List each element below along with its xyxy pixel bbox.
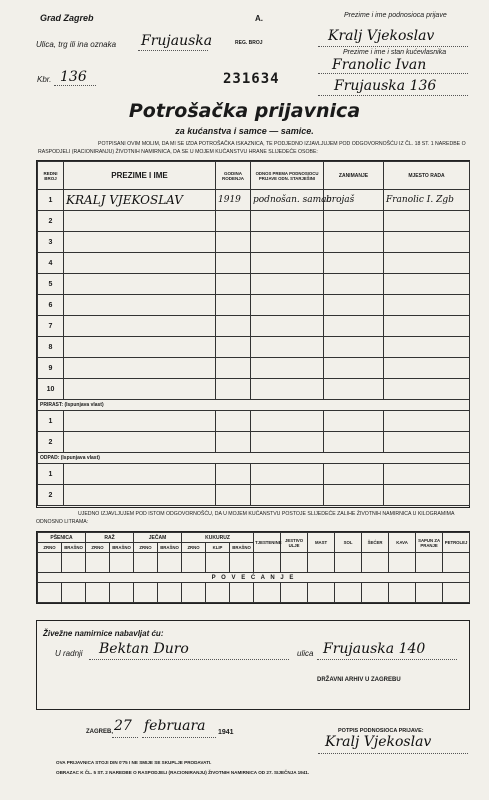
footer-day: 27 (114, 718, 132, 734)
supply-group: PŠENICA (38, 533, 86, 543)
sign-label: POTPIS PODNOSIOCA PRIJAVE: (338, 728, 424, 734)
supply-sub-label: ZRNO (134, 543, 158, 553)
supply-item: MAST (308, 533, 335, 553)
cell-no: 2 (38, 485, 64, 506)
supply-cell (389, 583, 416, 603)
cell-name (64, 274, 216, 295)
shop-value: Bektan Duro (99, 641, 189, 657)
form-subtitle: za kućanstva i samce — samice. (175, 126, 314, 136)
header-no: REDNI BROJ (38, 162, 64, 190)
cell-occupation (324, 379, 384, 400)
cell-work (384, 274, 470, 295)
table-row (38, 274, 470, 295)
cell-occupation (324, 337, 384, 358)
table-row (38, 295, 470, 316)
street-value: Frujauska (141, 33, 213, 49)
form-title: Potrošačka prijavnica (128, 100, 361, 122)
cell-empty (324, 485, 384, 506)
odpad-label: ODPAD: (Ispunjava vlast) (38, 453, 470, 464)
supply-cell (443, 553, 470, 573)
supply-cell (335, 583, 362, 603)
supply-cell (206, 553, 230, 573)
supply-cell (62, 553, 86, 573)
city-label: Grad Zagreb (40, 13, 94, 23)
supply-group: RAŽ (86, 533, 134, 543)
supply-cell (254, 583, 281, 603)
owner-address: Frujauska 136 (334, 78, 437, 94)
owner-value: Franolic Ivan (332, 57, 427, 73)
cell-no: 10 (38, 379, 64, 400)
supply-sub-label: BRAŠNO (230, 543, 254, 553)
supply-item: PETROLEJ (443, 533, 470, 553)
cell-empty (216, 432, 251, 453)
increase-label: P O V E Ć A N J E (38, 573, 470, 583)
a-label: A. (255, 14, 263, 23)
cell-no: 2 (38, 211, 64, 232)
cell-no: 1 (38, 464, 64, 485)
purchase-box (36, 620, 470, 710)
supply-cell (416, 553, 443, 573)
supply-sub-label: ZRNO (38, 543, 62, 553)
cell-year: 1919 (216, 190, 251, 211)
cell-work: Franolic I. Zgb (384, 190, 470, 211)
cell-empty (64, 485, 216, 506)
supply-cell (335, 553, 362, 573)
cell-empty (251, 411, 324, 432)
supply-group: JEČAM (134, 533, 182, 543)
table-row (38, 485, 470, 506)
table-row (38, 432, 470, 453)
cell-empty (384, 432, 470, 453)
cell-work (384, 211, 470, 232)
supply-cell (416, 583, 443, 603)
supply-cell (362, 553, 389, 573)
supply-sub-label: ZRNO (182, 543, 206, 553)
table-row (38, 411, 470, 432)
supplies-intro: UJEDNO IZJAVLJUJEM POD ISTOM ODGOVORNOŠĆU, DA U MOJEM KUĆANSTVU POSTOJE SLIJEDEĆE ZALIHE ŽIVOTNIH NAMIRNICA U KILOGRAMIMA ODNOSNO LITRAMA: (36, 511, 455, 525)
cell-empty (324, 464, 384, 485)
supply-cell (110, 553, 134, 573)
supply-group: KUKURUZ (182, 533, 254, 543)
supply-cell (134, 583, 158, 603)
header-occupation: ZANIMANJE (324, 162, 384, 190)
table-row (38, 211, 470, 232)
cell-name (64, 337, 216, 358)
supply-cell (254, 553, 281, 573)
street-label: Ulica, trg ili ina oznaka (36, 40, 117, 49)
cell-name (64, 295, 216, 316)
cell-empty (216, 485, 251, 506)
cell-no: 5 (38, 274, 64, 295)
cell-relation (251, 379, 324, 400)
table-row (38, 253, 470, 274)
cell-empty (64, 432, 216, 453)
cell-year (216, 295, 251, 316)
supply-sub-label: BRAŠNO (110, 543, 134, 553)
supply-cell (158, 553, 182, 573)
cell-work (384, 232, 470, 253)
cell-work (384, 358, 470, 379)
purchase-label: Živežne namirnice nabavljat ću: (43, 629, 164, 638)
cell-name (64, 232, 216, 253)
table-row (38, 232, 470, 253)
supply-item: SAPUN ZA PRANJE (416, 533, 443, 553)
table-row (38, 379, 470, 400)
footer-month: februara (144, 718, 206, 734)
supply-item: KAVA (389, 533, 416, 553)
cell-occupation (324, 295, 384, 316)
cell-no: 6 (38, 295, 64, 316)
cell-year (216, 253, 251, 274)
cell-relation: podnošan. samac (251, 190, 324, 211)
cell-work (384, 379, 470, 400)
prirast-label: PRIRAST: (Ispunjava vlast) (38, 400, 470, 411)
supply-cell (158, 583, 182, 603)
supply-cell (38, 583, 62, 603)
supply-cell (86, 553, 110, 573)
cell-name (64, 316, 216, 337)
cell-no: 4 (38, 253, 64, 274)
cell-empty (324, 432, 384, 453)
intro-text: POTPISANI OVIM MOLIM, DA MI SE IZDA POTROŠAČKA ISKAZNICA, TE PODJEDNO IZJAVLJUJEM POD ODGOVORNOŠĆU IZ ČL. 18 ST. 1 NAREDBE O RASPODJELI (RACIONIRANJU) ŽIVOTNIH NAMIRNICA, DA SE U MOJEM KUĆANSTVU HRANE SLIJEDEĆE OSOBE: (38, 141, 466, 155)
kbr-label: Kbr. (37, 75, 52, 84)
cell-occupation (324, 316, 384, 337)
cell-no: 7 (38, 316, 64, 337)
supply-cell (62, 583, 86, 603)
table-row (38, 358, 470, 379)
cell-empty (216, 411, 251, 432)
cell-occupation (324, 232, 384, 253)
shop-label: U radnji (55, 649, 83, 658)
cell-no: 1 (38, 190, 64, 211)
supply-cell (110, 583, 134, 603)
cell-occupation (324, 358, 384, 379)
cell-name (64, 358, 216, 379)
reg-number: 231634 (223, 71, 280, 87)
table-row (38, 337, 470, 358)
supply-cell (443, 583, 470, 603)
supply-sub-label: KLIP (206, 543, 230, 553)
supply-item: TJESTENINE (254, 533, 281, 553)
cell-year (216, 211, 251, 232)
cell-empty (384, 464, 470, 485)
footer-note-2: OBRAZAC K ČL. 5 ST. 2 NAREDBE O RASPODJELI (RACIONIRANJU) ŽIVOTNIH NAMIRNICA OD 27. SIJEČNJA 1941. (56, 770, 310, 775)
footer-place: ZAGREB, (86, 729, 113, 735)
table-row (38, 190, 470, 211)
supply-cell (308, 583, 335, 603)
header-relation: ODNOS PREMA PODNOSIOCU PRIJAVE ODN. STARJEŠINI (251, 162, 324, 190)
supply-cell (281, 553, 308, 573)
supply-sub-label: BRAŠNO (62, 543, 86, 553)
table-row (38, 316, 470, 337)
cell-empty (251, 485, 324, 506)
cell-year (216, 379, 251, 400)
footer-note-1: OVA PRIJAVNICA STOJI DIN 0'75 I NE SMIJE SE SKUPLJE PRODAVATI. (56, 760, 212, 765)
cell-no: 8 (38, 337, 64, 358)
supply-item: SOL (335, 533, 362, 553)
purchase-street-value: Frujauska 140 (323, 641, 426, 657)
cell-empty (216, 464, 251, 485)
cell-occupation: brojaš (324, 190, 384, 211)
cell-relation (251, 253, 324, 274)
table-header-row (38, 162, 470, 190)
supply-sub-label: BRAŠNO (158, 543, 182, 553)
supply-item: ŠEĆER (362, 533, 389, 553)
cell-empty (251, 432, 324, 453)
cell-occupation (324, 253, 384, 274)
supply-cell (230, 583, 254, 603)
supply-cell (389, 553, 416, 573)
cell-work (384, 316, 470, 337)
cell-empty (384, 411, 470, 432)
supply-cell (134, 553, 158, 573)
supply-item: JESTIVO ULJE (281, 533, 308, 553)
cell-relation (251, 358, 324, 379)
cell-empty (384, 485, 470, 506)
submitter-value: Kralj Vjekoslav (328, 28, 435, 44)
supply-cell (206, 583, 230, 603)
supply-sub-label: ZRNO (86, 543, 110, 553)
cell-year (216, 232, 251, 253)
purchase-street-label: ulica (297, 649, 314, 658)
cell-empty (324, 411, 384, 432)
signature: Kralj Vjekoslav (325, 734, 432, 750)
cell-relation (251, 295, 324, 316)
cell-name (64, 253, 216, 274)
cell-name: KRALJ VJEKOSLAV (64, 190, 216, 211)
table-row (38, 464, 470, 485)
supply-cell (182, 583, 206, 603)
cell-year (216, 337, 251, 358)
cell-year (216, 358, 251, 379)
cell-work (384, 337, 470, 358)
submitter-label: Prezime i ime podnosioca prijave (344, 12, 447, 19)
kbr-value: 136 (60, 69, 87, 85)
owner-label: Prezime i ime i stan kućevlasnika (343, 49, 447, 56)
supply-cell (86, 583, 110, 603)
cell-no: 2 (38, 432, 64, 453)
cell-occupation (324, 211, 384, 232)
cell-name (64, 379, 216, 400)
cell-relation (251, 232, 324, 253)
supply-cell (182, 553, 206, 573)
archive-stamp: DRŽAVNI ARHIV U ZAGREBU (317, 677, 401, 683)
cell-no: 9 (38, 358, 64, 379)
cell-no: 1 (38, 411, 64, 432)
cell-year (216, 316, 251, 337)
header-work: MJESTO RADA (384, 162, 470, 190)
supply-cell (362, 583, 389, 603)
cell-name (64, 211, 216, 232)
footer-year: 1941 (218, 729, 234, 736)
cell-empty (251, 464, 324, 485)
header-name: PREZIME I IME (64, 162, 216, 190)
cell-empty (64, 411, 216, 432)
persons-table (36, 160, 470, 508)
cell-relation (251, 274, 324, 295)
cell-empty (64, 464, 216, 485)
cell-year (216, 274, 251, 295)
header-year: GODINA RODENJA (216, 162, 251, 190)
cell-relation (251, 316, 324, 337)
cell-relation (251, 337, 324, 358)
supply-cell (230, 553, 254, 573)
supply-cell (281, 583, 308, 603)
cell-relation (251, 211, 324, 232)
cell-work (384, 295, 470, 316)
supply-cell (38, 553, 62, 573)
supply-cell (308, 553, 335, 573)
cell-no: 3 (38, 232, 64, 253)
cell-work (384, 253, 470, 274)
cell-occupation (324, 274, 384, 295)
reg-label: REG. BROJ (235, 40, 263, 46)
supplies-table (36, 531, 470, 604)
